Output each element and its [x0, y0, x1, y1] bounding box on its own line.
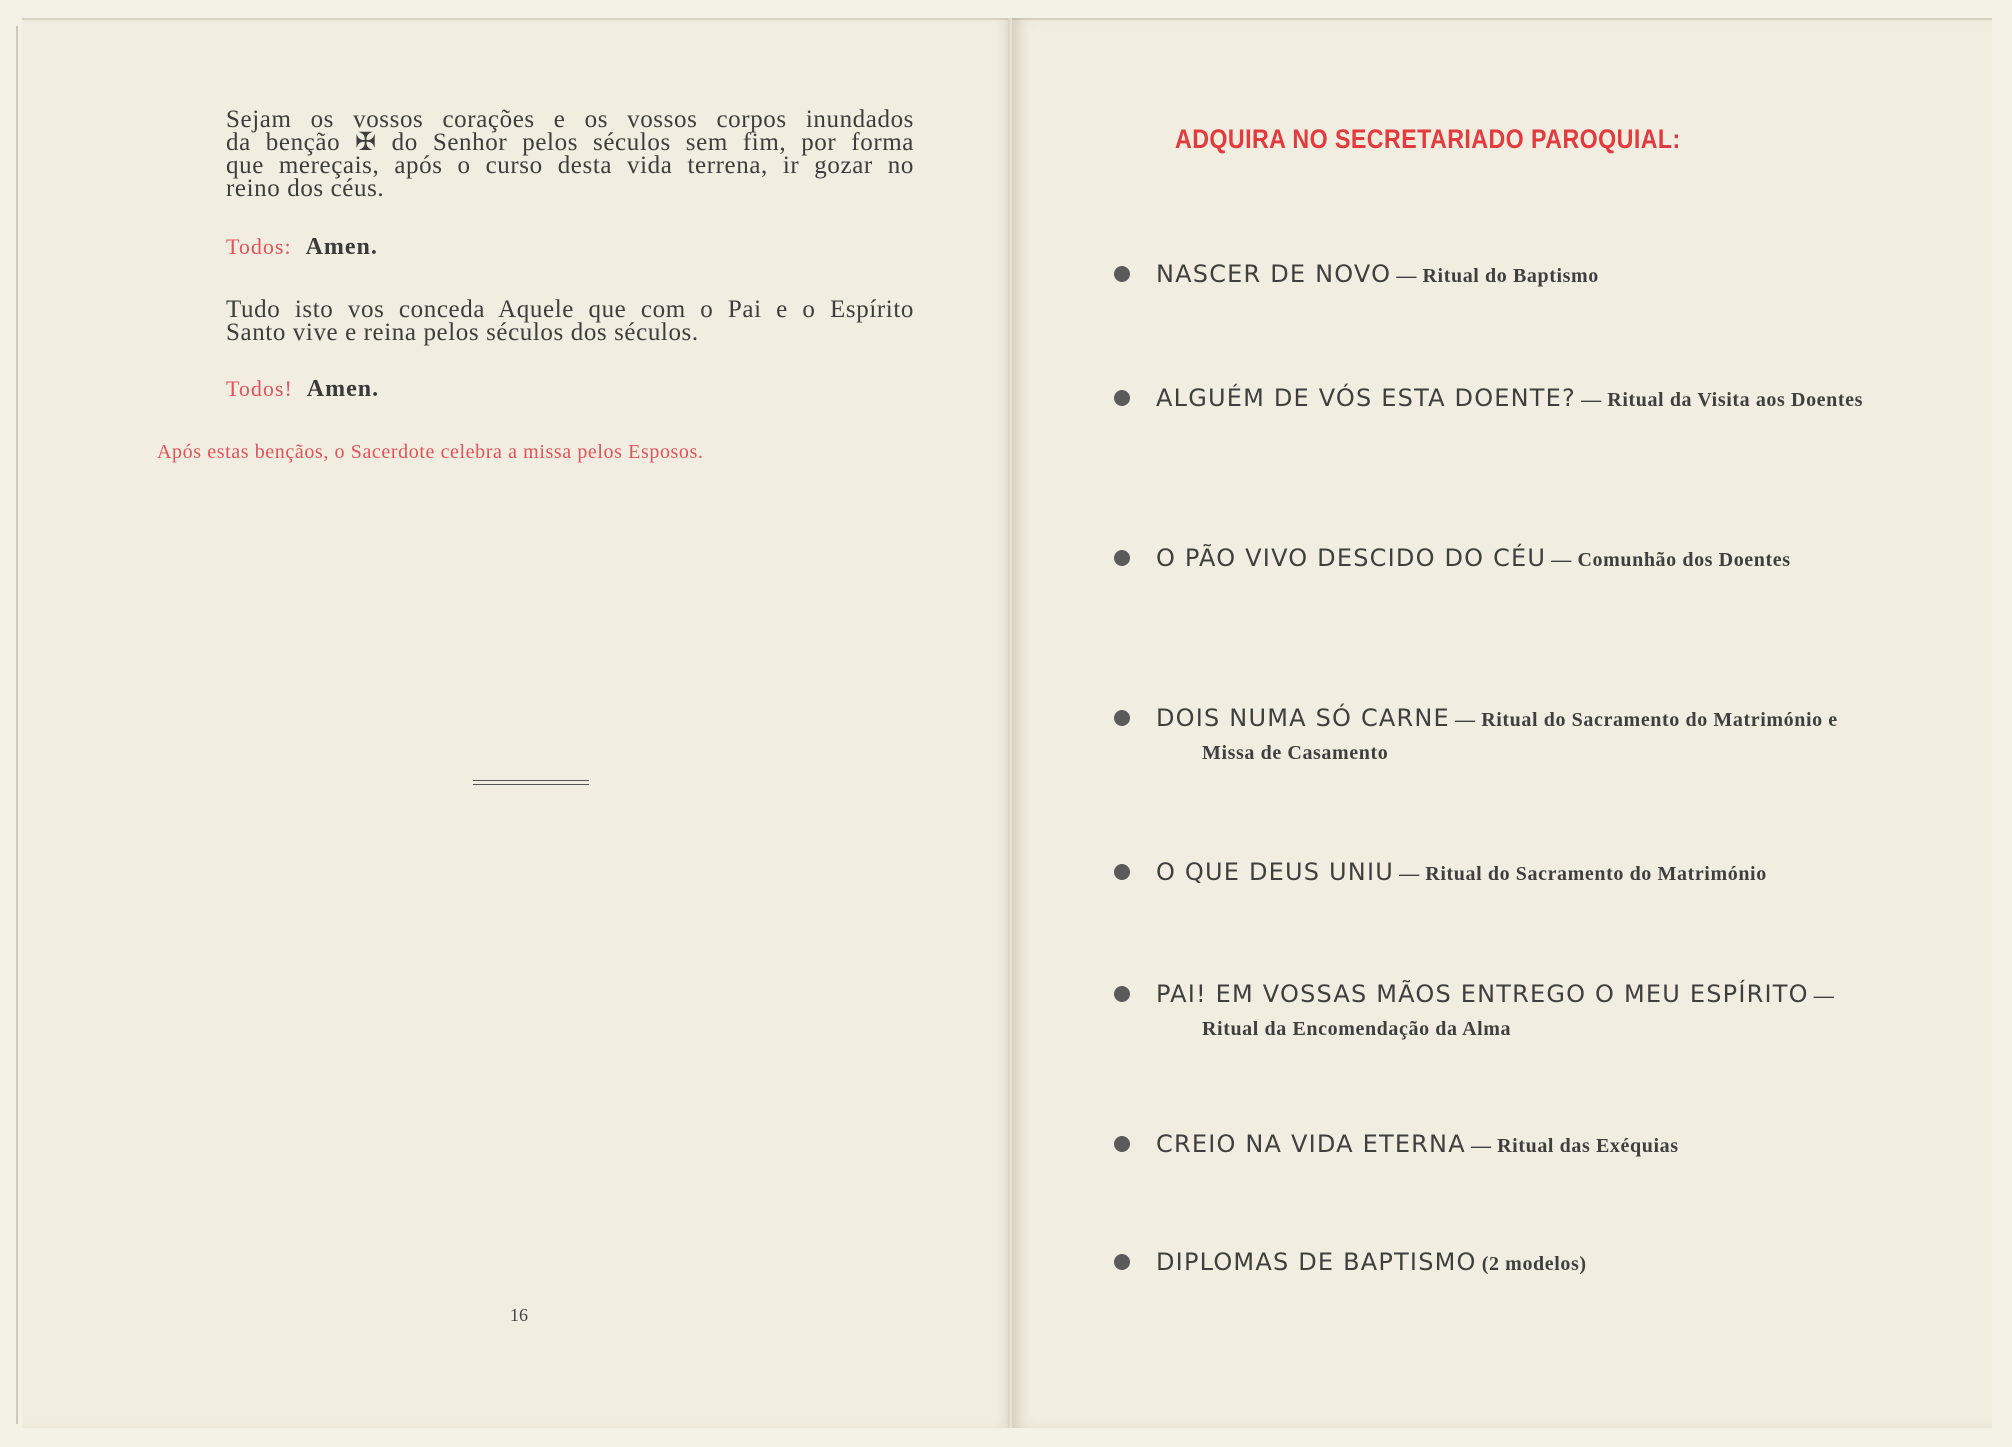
blessing-paragraph	[226, 108, 914, 200]
response-text: Amen.	[305, 234, 378, 260]
text-line: que mereçais, após o curso desta vida terrena, ir gozar no	[226, 152, 914, 179]
page-number: 16	[510, 1305, 528, 1325]
item-title: PAI! EM VOSSAS MÃOS ENTREGO O MEU ESPÍRITO	[1156, 980, 1809, 1008]
response-text: Amen.	[306, 376, 380, 402]
item-subtitle: — Ritual das Exéquias	[1470, 1135, 1679, 1157]
list-item	[1100, 1246, 1870, 1281]
bullet-icon	[1114, 864, 1130, 880]
bullet-icon	[1114, 1136, 1130, 1152]
list-item	[1100, 258, 1870, 293]
page-heading: ADQUIRA NO SECRETARIADO PAROQUIAL:	[1175, 124, 1681, 154]
response-speaker: Todos:	[226, 234, 292, 259]
bullet-icon	[1114, 1254, 1130, 1270]
item-title: O QUE DEUS UNIU	[1156, 858, 1395, 886]
bullet-icon	[1114, 710, 1130, 726]
item-title: DIPLOMAS DE BAPTISMO	[1156, 1248, 1477, 1276]
bullet-icon	[1114, 986, 1130, 1002]
list-item	[1100, 542, 1870, 577]
response-speaker: Todos!	[226, 376, 293, 401]
text-line: Santo vive e reina pelos séculos dos séculos.	[226, 319, 699, 346]
text-line: da benção ✠ do Senhor pelos séculos sem fim, por forma	[226, 129, 914, 156]
item-title: NASCER DE NOVO	[1156, 260, 1392, 288]
list-item	[1100, 978, 1870, 1046]
doxology-paragraph	[226, 298, 914, 344]
list-item	[1100, 856, 1870, 891]
left-page	[22, 18, 1012, 1428]
text-line: Tudo isto vos conceda Aquele que com o Pai e o Espírito	[226, 296, 914, 323]
list-item	[1100, 1128, 1870, 1163]
item-subtitle: — Ritual do Sacramento do Matrimónio	[1399, 863, 1767, 885]
item-subtitle: — Ritual do Sacramento do Matrimónio e Missa de Casamento	[1202, 709, 1838, 764]
item-title: CREIO NA VIDA ETERNA	[1156, 1130, 1466, 1158]
list-item	[1100, 702, 1870, 770]
item-subtitle: — Ritual do Baptismo	[1396, 265, 1599, 287]
item-subtitle: — Ritual da Visita aos Doentes	[1581, 389, 1863, 411]
item-subtitle: (2 modelos)	[1481, 1253, 1587, 1275]
bullet-icon	[1114, 550, 1130, 566]
item-title: DOIS NUMA SÓ CARNE	[1156, 704, 1450, 732]
response-amen-1	[226, 234, 378, 261]
bullet-icon	[1114, 266, 1130, 282]
text-line: Sejam os vossos corações e os vossos corpos inundados	[226, 106, 914, 133]
item-subtitle: — Ritual da Encomendação da Alma	[1202, 985, 1835, 1040]
rubric-instruction: Após estas bençãos, o Sacerdote celebra a missa pelos Esposos.	[157, 441, 704, 463]
text-line: reino dos céus.	[226, 175, 385, 202]
response-amen-2	[226, 376, 379, 403]
section-divider	[473, 780, 589, 788]
bullet-icon	[1114, 390, 1130, 406]
item-title: O PÃO VIVO DESCIDO DO CÉU	[1156, 544, 1547, 572]
item-subtitle: — Comunhão dos Doentes	[1551, 549, 1791, 571]
item-title: ALGUÉM DE VÓS ESTA DOENTE?	[1156, 384, 1576, 412]
list-item	[1100, 382, 1870, 417]
